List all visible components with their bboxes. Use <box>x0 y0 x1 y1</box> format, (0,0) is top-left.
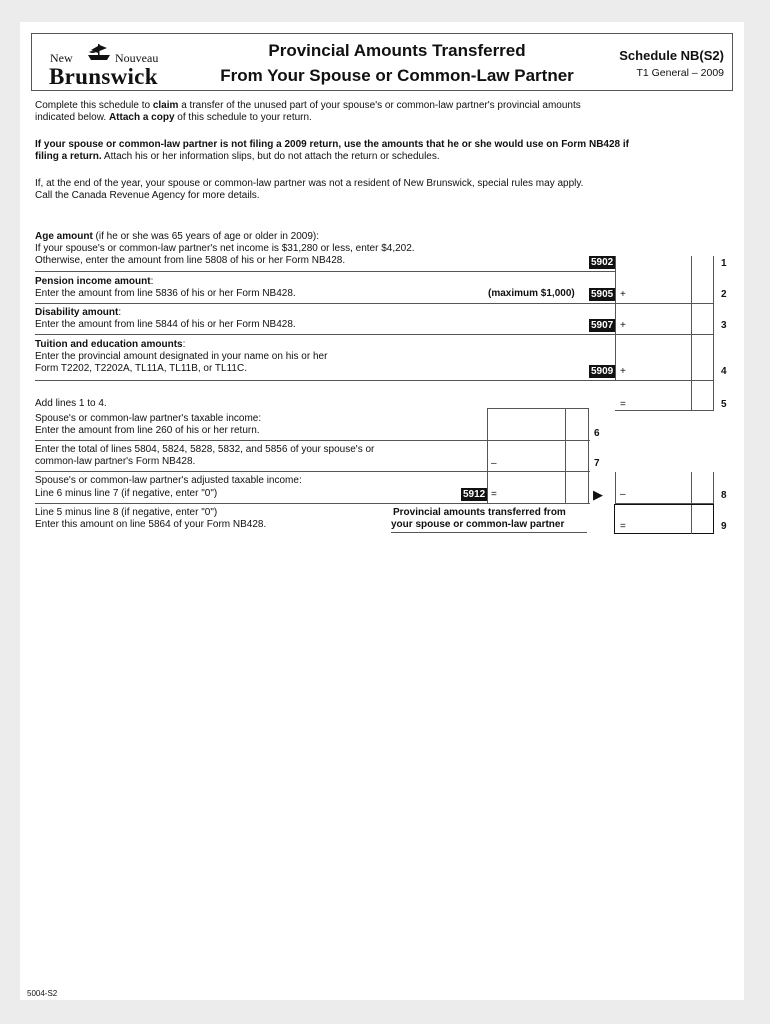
line5-number: 5 <box>721 399 727 410</box>
amount-col-right-border <box>713 380 714 410</box>
line8-code: 5912 <box>463 489 486 500</box>
intro-bold: filing a return. <box>35 151 102 162</box>
line1-text2: If your spouse's or common-law partner's net income is $31,280 or less, enter $4,202. <box>35 243 415 254</box>
line4-title-bold: Tuition and education amounts <box>35 339 183 350</box>
line2-plus: + <box>620 289 626 300</box>
line3-plus: + <box>620 320 626 331</box>
arrow-right-icon: ▶ <box>593 487 603 502</box>
intro-para1-line2 <box>35 112 312 124</box>
line6-amount-input[interactable] <box>489 412 563 438</box>
mid-col-right-border <box>588 408 589 503</box>
divider <box>35 471 590 472</box>
divider <box>35 271 615 272</box>
intro-para3-line1: If, at the end of the year, your spouse or common-law partner was not a resident of New Brunswick, special rules may apply. <box>35 178 584 189</box>
line9-bold2: your spouse or common-law partner <box>391 519 565 530</box>
mid-cents-divider <box>565 408 566 503</box>
line8-total-input[interactable] <box>630 474 690 501</box>
line6-text1: Spouse's or common-law partner's taxable income: <box>35 413 262 424</box>
line8-minus: – <box>620 489 626 500</box>
t1-general-year: T1 General – 2009 <box>636 67 724 79</box>
line1-text3: Otherwise, enter the amount from line 5808 of his or her Form NB428. <box>35 255 346 266</box>
form-title-line2: From Your Spouse or Common-Law Partner <box>220 66 574 85</box>
line8-amount-input[interactable] <box>502 474 563 501</box>
line2-amount-input[interactable] <box>630 304 690 333</box>
line7-text2: common-law partner's Form NB428. <box>35 456 196 467</box>
line3-text: Enter the amount from line 5844 of his or her Form NB428. <box>35 319 296 330</box>
line1-title-bold: Age amount <box>35 231 93 242</box>
line9-text2: Enter this amount on line 5864 of your Form NB428. <box>35 519 267 530</box>
line2-colon: : <box>150 276 154 287</box>
line9-number: 9 <box>721 521 727 532</box>
ship-logo-icon <box>86 42 112 62</box>
intro-claim: claim <box>152 100 179 111</box>
line8-right-box-left <box>615 472 616 504</box>
line1-title-rest: (if he or she was 65 years of age or older in 2009): <box>92 231 320 242</box>
line4-plus: + <box>620 366 626 377</box>
intro-text: Attach his or her information slips, but do not attach the return or schedules. <box>101 151 440 162</box>
line9-equals: = <box>620 521 626 532</box>
intro-attach: Attach a copy <box>108 112 175 123</box>
divider <box>35 503 590 504</box>
intro-text: of this schedule to your return. <box>174 112 312 123</box>
line4-colon: : <box>182 339 186 350</box>
intro-text: indicated below. <box>35 112 109 123</box>
line4-number: 4 <box>721 366 727 377</box>
mid-top-border <box>487 408 589 409</box>
line3-amount-input[interactable] <box>630 335 690 379</box>
line3-title <box>35 307 121 319</box>
line1-number: 1 <box>721 258 727 269</box>
line4-text2: Enter the provincial amount designated in your name on his or her <box>35 351 328 362</box>
line5-amount-input[interactable] <box>630 394 690 409</box>
line2-title <box>35 276 153 288</box>
line8-number: 8 <box>721 490 727 501</box>
divider <box>35 380 615 381</box>
divider <box>35 440 590 441</box>
line7-minus: – <box>491 458 497 469</box>
line7-number: 7 <box>594 458 600 469</box>
line8-right-box-right <box>713 472 714 504</box>
intro-para2-line1: If your spouse or common-law partner is not filing a 2009 return, use the amounts that he or she would use on Form NB428 if <box>35 139 629 150</box>
line9-amount-box[interactable] <box>614 504 714 534</box>
line2-code: 5905 <box>591 289 614 300</box>
line1-amount-input[interactable] <box>616 256 690 302</box>
form-id-footer: 5004-S2 <box>27 989 58 998</box>
logo-text-nouveau: Nouveau <box>115 51 159 65</box>
form-title-line1: Provincial Amounts Transferred <box>268 41 526 60</box>
line3-colon: : <box>118 307 122 318</box>
line1-code: 5902 <box>591 257 614 268</box>
line2-title-bold: Pension income amount <box>35 276 151 287</box>
divider <box>35 303 615 304</box>
line9-underline <box>391 532 587 533</box>
schedule-id: Schedule NB(S2) <box>619 48 724 63</box>
amount-col-right-border <box>713 256 714 380</box>
intro-text: Complete this schedule to <box>35 100 153 111</box>
line5-text: Add lines 1 to 4. <box>35 398 107 409</box>
line5-underline <box>615 410 714 411</box>
line2-text: Enter the amount from line 5836 of his or her Form NB428. <box>35 288 296 299</box>
form-page <box>20 22 744 1000</box>
cents-divider <box>691 505 692 534</box>
line3-title-bold: Disability amount <box>35 307 119 318</box>
line1-title <box>35 231 319 243</box>
line8-text1: Spouse's or common-law partner's adjusted taxable income: <box>35 475 302 486</box>
line4-title <box>35 339 185 351</box>
intro-para1-line1 <box>35 100 581 112</box>
intro-text: a transfer of the unused part of your spouse's or common-law partner's provincial amounts <box>178 100 581 111</box>
divider <box>35 334 615 335</box>
cents-divider <box>691 380 692 410</box>
line9-bold1: Provincial amounts transferred from <box>393 507 566 518</box>
form-header <box>31 33 733 91</box>
logo-text-new: New <box>50 51 73 65</box>
cents-divider <box>691 472 692 504</box>
intro-para3-line2: Call the Canada Revenue Agency for more details. <box>35 190 260 201</box>
line3-number: 3 <box>721 320 727 331</box>
line7-amount-input[interactable] <box>502 443 563 469</box>
line2-number: 2 <box>721 289 727 300</box>
line4-text3: Form T2202, T2202A, TL11A, TL11B, or TL11C. <box>35 363 247 374</box>
line5-equals: = <box>620 399 626 410</box>
intro-para2-line2 <box>35 151 440 163</box>
line4-code: 5909 <box>591 366 614 377</box>
line9-text1: Line 5 minus line 8 (if negative, enter "0") <box>35 507 218 518</box>
line8-equals: = <box>491 489 497 500</box>
line6-text2: Enter the amount from line 260 of his or her return. <box>35 425 260 436</box>
line7-text1: Enter the total of lines 5804, 5824, 5828, 5832, and 5856 of your spouse's or <box>35 444 375 455</box>
logo-text-brunswick: Brunswick <box>49 64 158 89</box>
line2-maximum: (maximum $1,000) <box>488 288 575 299</box>
cents-divider <box>691 256 692 380</box>
line3-code: 5907 <box>591 320 614 331</box>
line6-number: 6 <box>594 428 600 439</box>
line8-text2: Line 6 minus line 7 (if negative, enter "0") <box>35 488 218 499</box>
